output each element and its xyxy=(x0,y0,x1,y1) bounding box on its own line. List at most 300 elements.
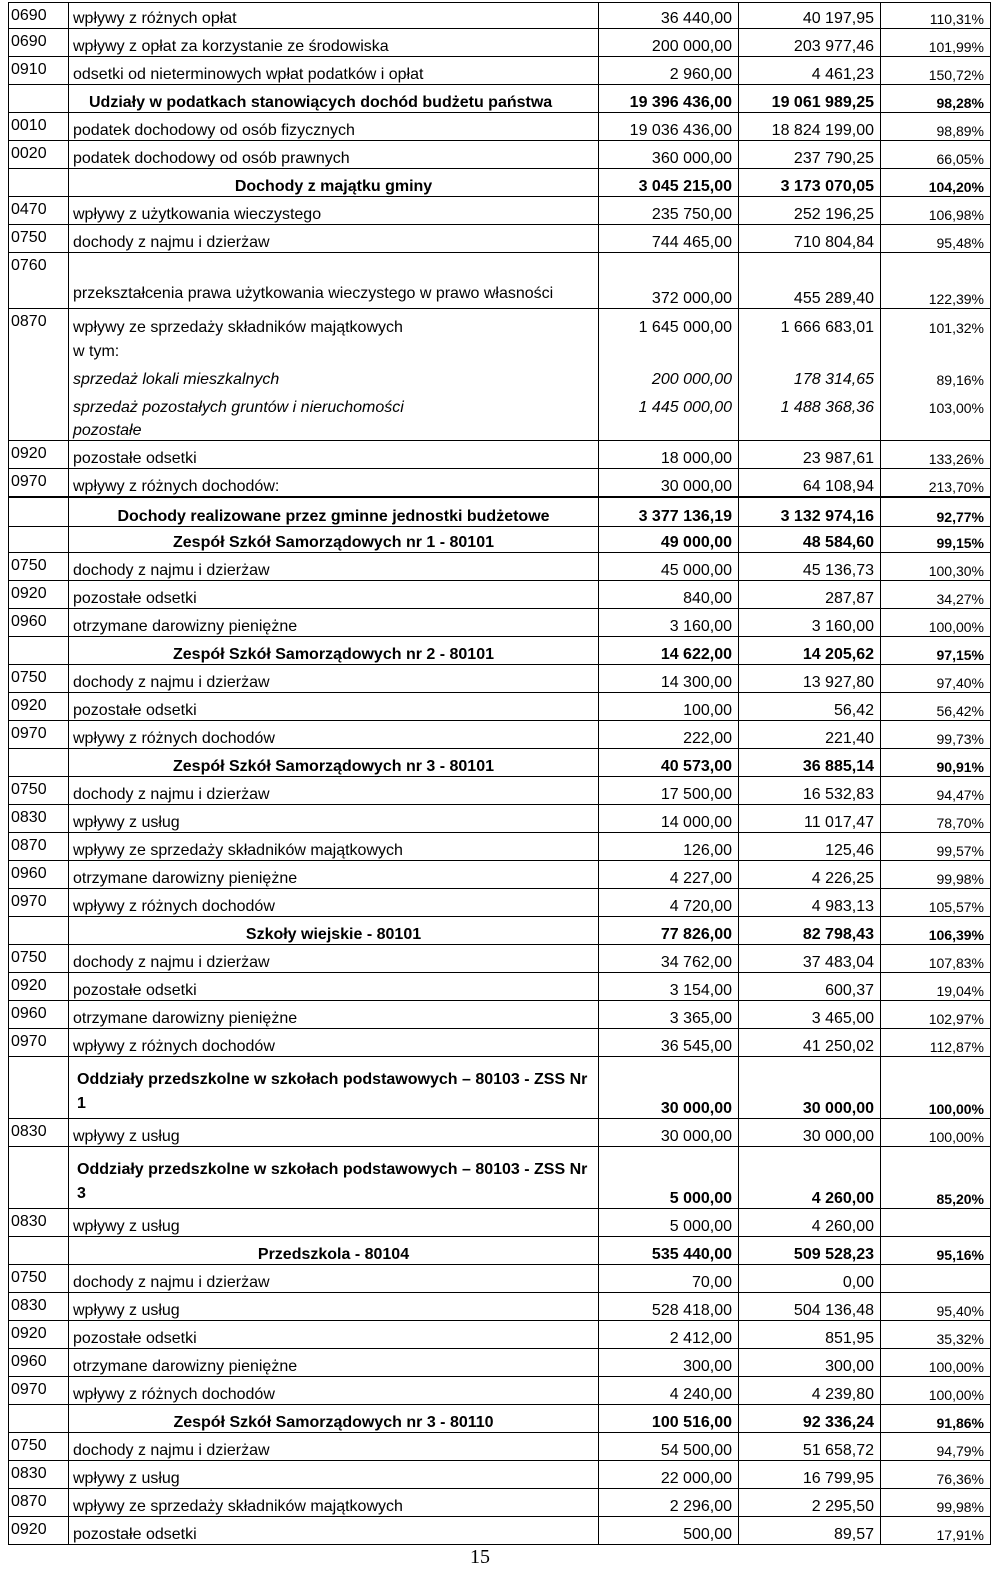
row-plan-value: 1 645 000,00 xyxy=(599,309,739,337)
row-name: wpływy z usług xyxy=(69,1209,599,1237)
row-plan-value: 54 500,00 xyxy=(599,1433,739,1461)
row-name: Szkoły wiejskie - 80101 xyxy=(69,917,599,945)
row-name: wpływy z usług xyxy=(69,1293,599,1321)
row-plan-value: 840,00 xyxy=(599,581,739,609)
row-executed-value: 300,00 xyxy=(739,1349,881,1377)
table-row xyxy=(9,1119,991,1147)
row-executed-value: 30 000,00 xyxy=(739,1057,881,1119)
row-name: wpływy ze sprzedaży składników majątkowych xyxy=(69,833,599,861)
row-code xyxy=(9,527,69,553)
table-row xyxy=(9,1405,991,1433)
table-row xyxy=(9,1147,991,1209)
row-code: 0750 xyxy=(9,225,69,253)
row-name: otrzymane darowizny pieniężne xyxy=(69,861,599,889)
row-name: przekształcenia prawa użytkowania wieczystego w prawo własności xyxy=(69,253,599,309)
row-executed-value: 203 977,46 xyxy=(739,29,881,57)
table-row xyxy=(9,113,991,141)
row-plan-value: 34 762,00 xyxy=(599,945,739,973)
row-name: otrzymane darowizny pieniężne xyxy=(69,1349,599,1377)
row-name: dochody z najmu i dzierżaw xyxy=(69,945,599,973)
row-percent: 213,70% xyxy=(881,469,991,497)
row-code xyxy=(9,417,69,441)
row-percent: 99,98% xyxy=(881,1489,991,1517)
row-percent: 103,00% xyxy=(881,389,991,417)
row-name: pozostałe odsetki xyxy=(69,441,599,469)
row-plan-value: 70,00 xyxy=(599,1265,739,1293)
row-name: dochody z najmu i dzierżaw xyxy=(69,1265,599,1293)
row-executed-value: 40 197,95 xyxy=(739,3,881,29)
row-percent: 89,16% xyxy=(881,361,991,389)
row-executed-value: 30 000,00 xyxy=(739,1119,881,1147)
row-name: Oddziały przedszkolne w szkołach podstawowych – 80103 - ZSS Nr 3 xyxy=(69,1147,599,1209)
row-name: dochody z najmu i dzierżaw xyxy=(69,1433,599,1461)
row-code: 0960 xyxy=(9,1349,69,1377)
table-row xyxy=(9,441,991,469)
row-executed-value: 92 336,24 xyxy=(739,1405,881,1433)
row-executed-value xyxy=(739,417,881,441)
row-executed-value: 237 790,25 xyxy=(739,141,881,169)
row-plan-value: 19 036 436,00 xyxy=(599,113,739,141)
row-code: 0920 xyxy=(9,581,69,609)
row-code: 0970 xyxy=(9,721,69,749)
row-executed-value: 4 239,80 xyxy=(739,1377,881,1405)
row-name: podatek dochodowy od osób prawnych xyxy=(69,141,599,169)
row-percent: 100,00% xyxy=(881,1377,991,1405)
row-name: Zespół Szkół Samorządowych nr 3 - 80110 xyxy=(69,1405,599,1433)
row-name: wpływy ze sprzedaży składników majątkowych xyxy=(69,309,599,337)
table-row xyxy=(9,1461,991,1489)
row-plan-value xyxy=(599,337,739,361)
row-plan-value: 500,00 xyxy=(599,1517,739,1545)
row-code: 0690 xyxy=(9,3,69,29)
row-percent: 133,26% xyxy=(881,441,991,469)
row-code: 0750 xyxy=(9,945,69,973)
row-name: wpływy z różnych dochodów xyxy=(69,1029,599,1057)
row-executed-value: 4 260,00 xyxy=(739,1147,881,1209)
row-name: otrzymane darowizny pieniężne xyxy=(69,1001,599,1029)
row-plan-value: 100 516,00 xyxy=(599,1405,739,1433)
row-name: dochody z najmu i dzierżaw xyxy=(69,553,599,581)
row-name: w tym: xyxy=(69,337,599,361)
row-executed-value: 45 136,73 xyxy=(739,553,881,581)
row-name: dochody z najmu i dzierżaw xyxy=(69,777,599,805)
row-name: pozostałe odsetki xyxy=(69,1321,599,1349)
row-executed-value: 4 260,00 xyxy=(739,1209,881,1237)
row-plan-value: 18 000,00 xyxy=(599,441,739,469)
table-row xyxy=(9,637,991,665)
table-row xyxy=(9,889,991,917)
row-name: wpływy z różnych opłat xyxy=(69,3,599,29)
revenue-table xyxy=(8,2,991,1545)
row-code: 0970 xyxy=(9,469,69,497)
row-code: 0970 xyxy=(9,889,69,917)
row-plan-value: 200 000,00 xyxy=(599,361,739,389)
table-row xyxy=(9,337,991,361)
table-row xyxy=(9,749,991,777)
row-plan-value: 4 720,00 xyxy=(599,889,739,917)
row-plan-value: 77 826,00 xyxy=(599,917,739,945)
row-percent: 85,20% xyxy=(881,1147,991,1209)
row-plan-value: 14 622,00 xyxy=(599,637,739,665)
row-executed-value: 178 314,65 xyxy=(739,361,881,389)
table-row xyxy=(9,833,991,861)
row-percent: 106,98% xyxy=(881,197,991,225)
row-executed-value: 51 658,72 xyxy=(739,1433,881,1461)
row-percent: 95,48% xyxy=(881,225,991,253)
row-name: pozostałe odsetki xyxy=(69,1517,599,1545)
table-row xyxy=(9,1237,991,1265)
row-code: 0830 xyxy=(9,1293,69,1321)
row-code: 0750 xyxy=(9,1265,69,1293)
table-row xyxy=(9,1377,991,1405)
row-code xyxy=(9,337,69,361)
row-percent: 104,20% xyxy=(881,169,991,197)
row-name: pozostałe xyxy=(69,417,599,441)
row-plan-value: 3 160,00 xyxy=(599,609,739,637)
row-plan-value: 535 440,00 xyxy=(599,1237,739,1265)
row-plan-value: 5 000,00 xyxy=(599,1209,739,1237)
row-percent: 102,97% xyxy=(881,1001,991,1029)
row-plan-value: 235 750,00 xyxy=(599,197,739,225)
row-code: 0910 xyxy=(9,57,69,85)
row-name: wpływy z różnych dochodów xyxy=(69,721,599,749)
row-name: wpływy z różnych dochodów xyxy=(69,889,599,917)
row-percent: 99,73% xyxy=(881,721,991,749)
table-row xyxy=(9,917,991,945)
row-executed-value: 18 824 199,00 xyxy=(739,113,881,141)
row-code: 0020 xyxy=(9,141,69,169)
row-percent: 92,77% xyxy=(881,497,991,527)
row-executed-value: 3 173 070,05 xyxy=(739,169,881,197)
row-executed-value: 23 987,61 xyxy=(739,441,881,469)
row-percent: 97,40% xyxy=(881,665,991,693)
row-plan-value: 5 000,00 xyxy=(599,1147,739,1209)
row-percent: 35,32% xyxy=(881,1321,991,1349)
row-executed-value: 0,00 xyxy=(739,1265,881,1293)
row-executed-value: 4 983,13 xyxy=(739,889,881,917)
row-code: 0750 xyxy=(9,665,69,693)
row-plan-value: 126,00 xyxy=(599,833,739,861)
row-percent: 110,31% xyxy=(881,3,991,29)
row-code xyxy=(9,637,69,665)
row-percent: 101,32% xyxy=(881,309,991,337)
row-code: 0960 xyxy=(9,1001,69,1029)
table-row xyxy=(9,1029,991,1057)
table-row xyxy=(9,527,991,553)
row-percent: 19,04% xyxy=(881,973,991,1001)
row-code: 0830 xyxy=(9,1209,69,1237)
row-code: 0920 xyxy=(9,1517,69,1545)
row-name: Dochody realizowane przez gminne jednostki budżetowe xyxy=(69,497,599,527)
row-plan-value: 360 000,00 xyxy=(599,141,739,169)
row-percent: 90,91% xyxy=(881,749,991,777)
table-row xyxy=(9,309,991,337)
row-plan-value: 3 045 215,00 xyxy=(599,169,739,197)
table-row xyxy=(9,1293,991,1321)
row-plan-value: 2 412,00 xyxy=(599,1321,739,1349)
revenue-table-body xyxy=(9,3,991,1545)
row-plan-value: 40 573,00 xyxy=(599,749,739,777)
table-row xyxy=(9,553,991,581)
row-executed-value: 2 295,50 xyxy=(739,1489,881,1517)
row-plan-value: 4 240,00 xyxy=(599,1377,739,1405)
row-name: dochody z najmu i dzierżaw xyxy=(69,225,599,253)
row-executed-value xyxy=(739,337,881,361)
row-code: 0750 xyxy=(9,553,69,581)
row-name: wpływy z różnych dochodów xyxy=(69,1377,599,1405)
row-name: podatek dochodowy od osób fizycznych xyxy=(69,113,599,141)
row-code: 0970 xyxy=(9,1377,69,1405)
row-code xyxy=(9,1147,69,1209)
row-percent: 100,00% xyxy=(881,1057,991,1119)
table-row xyxy=(9,1349,991,1377)
row-plan-value: 17 500,00 xyxy=(599,777,739,805)
row-executed-value: 37 483,04 xyxy=(739,945,881,973)
row-percent: 98,89% xyxy=(881,113,991,141)
row-executed-value: 455 289,40 xyxy=(739,253,881,309)
row-executed-value: 1 666 683,01 xyxy=(739,309,881,337)
row-executed-value: 125,46 xyxy=(739,833,881,861)
row-percent xyxy=(881,1209,991,1237)
row-name: Zespół Szkół Samorządowych nr 2 - 80101 xyxy=(69,637,599,665)
row-plan-value: 30 000,00 xyxy=(599,469,739,497)
row-code xyxy=(9,497,69,527)
row-code: 0830 xyxy=(9,805,69,833)
row-plan-value: 528 418,00 xyxy=(599,1293,739,1321)
row-name: wpływy z użytkowania wieczystego xyxy=(69,197,599,225)
row-executed-value: 4 226,25 xyxy=(739,861,881,889)
table-row xyxy=(9,389,991,417)
table-row xyxy=(9,1001,991,1029)
row-plan-value: 100,00 xyxy=(599,693,739,721)
table-row xyxy=(9,197,991,225)
row-percent: 99,98% xyxy=(881,861,991,889)
row-percent: 17,91% xyxy=(881,1517,991,1545)
row-executed-value: 710 804,84 xyxy=(739,225,881,253)
row-code xyxy=(9,169,69,197)
row-executed-value: 1 488 368,36 xyxy=(739,389,881,417)
row-executed-value: 16 799,95 xyxy=(739,1461,881,1489)
row-executed-value: 16 532,83 xyxy=(739,777,881,805)
row-executed-value: 851,95 xyxy=(739,1321,881,1349)
row-plan-value: 1 445 000,00 xyxy=(599,389,739,417)
row-code: 0920 xyxy=(9,973,69,1001)
row-executed-value: 41 250,02 xyxy=(739,1029,881,1057)
row-plan-value: 22 000,00 xyxy=(599,1461,739,1489)
table-row xyxy=(9,1209,991,1237)
row-plan-value xyxy=(599,417,739,441)
row-plan-value: 2 960,00 xyxy=(599,57,739,85)
row-code: 0470 xyxy=(9,197,69,225)
row-code: 0010 xyxy=(9,113,69,141)
row-percent: 100,00% xyxy=(881,1119,991,1147)
table-row xyxy=(9,805,991,833)
row-executed-value: 13 927,80 xyxy=(739,665,881,693)
table-row xyxy=(9,253,991,309)
row-percent: 105,57% xyxy=(881,889,991,917)
row-executed-value: 19 061 989,25 xyxy=(739,85,881,113)
table-row xyxy=(9,417,991,441)
table-row xyxy=(9,1321,991,1349)
row-percent: 106,39% xyxy=(881,917,991,945)
row-code xyxy=(9,389,69,417)
row-code xyxy=(9,1057,69,1119)
table-row xyxy=(9,57,991,85)
row-executed-value: 221,40 xyxy=(739,721,881,749)
row-code: 0830 xyxy=(9,1461,69,1489)
table-row xyxy=(9,29,991,57)
row-code: 0870 xyxy=(9,1489,69,1517)
row-percent: 91,86% xyxy=(881,1405,991,1433)
row-plan-value: 222,00 xyxy=(599,721,739,749)
row-executed-value: 509 528,23 xyxy=(739,1237,881,1265)
row-plan-value: 300,00 xyxy=(599,1349,739,1377)
row-plan-value: 36 440,00 xyxy=(599,3,739,29)
row-percent: 34,27% xyxy=(881,581,991,609)
table-row xyxy=(9,497,991,527)
row-percent: 78,70% xyxy=(881,805,991,833)
row-name: odsetki od nieterminowych wpłat podatków i opłat xyxy=(69,57,599,85)
row-executed-value: 3 160,00 xyxy=(739,609,881,637)
row-executed-value: 504 136,48 xyxy=(739,1293,881,1321)
row-name: wpływy z usług xyxy=(69,1119,599,1147)
table-row xyxy=(9,1265,991,1293)
row-name: Oddziały przedszkolne w szkołach podstawowych – 80103 - ZSS Nr 1 xyxy=(69,1057,599,1119)
table-row xyxy=(9,169,991,197)
row-code: 0690 xyxy=(9,29,69,57)
row-percent xyxy=(881,1265,991,1293)
row-name: pozostałe odsetki xyxy=(69,693,599,721)
row-plan-value: 19 396 436,00 xyxy=(599,85,739,113)
row-name: dochody z najmu i dzierżaw xyxy=(69,665,599,693)
row-plan-value: 3 365,00 xyxy=(599,1001,739,1029)
row-code xyxy=(9,917,69,945)
row-executed-value: 3 465,00 xyxy=(739,1001,881,1029)
row-name: sprzedaż pozostałych gruntów i nieruchomości xyxy=(69,389,599,417)
row-plan-value: 744 465,00 xyxy=(599,225,739,253)
row-executed-value: 56,42 xyxy=(739,693,881,721)
table-row xyxy=(9,1489,991,1517)
row-executed-value: 287,87 xyxy=(739,581,881,609)
row-percent xyxy=(881,337,991,361)
row-code: 0920 xyxy=(9,441,69,469)
row-executed-value: 252 196,25 xyxy=(739,197,881,225)
row-plan-value: 372 000,00 xyxy=(599,253,739,309)
row-percent: 99,57% xyxy=(881,833,991,861)
row-code xyxy=(9,1405,69,1433)
row-code xyxy=(9,749,69,777)
row-name: pozostałe odsetki xyxy=(69,973,599,1001)
row-executed-value: 11 017,47 xyxy=(739,805,881,833)
row-code: 0920 xyxy=(9,693,69,721)
row-executed-value: 4 461,23 xyxy=(739,57,881,85)
row-percent: 150,72% xyxy=(881,57,991,85)
row-name: Przedszkola - 80104 xyxy=(69,1237,599,1265)
row-percent: 100,30% xyxy=(881,553,991,581)
table-row xyxy=(9,973,991,1001)
table-row xyxy=(9,945,991,973)
row-plan-value: 49 000,00 xyxy=(599,527,739,553)
table-row xyxy=(9,1057,991,1119)
table-row xyxy=(9,665,991,693)
row-percent: 112,87% xyxy=(881,1029,991,1057)
row-name: pozostałe odsetki xyxy=(69,581,599,609)
row-percent: 66,05% xyxy=(881,141,991,169)
row-plan-value: 14 000,00 xyxy=(599,805,739,833)
row-percent: 100,00% xyxy=(881,609,991,637)
row-executed-value: 64 108,94 xyxy=(739,469,881,497)
row-code: 0750 xyxy=(9,777,69,805)
table-row xyxy=(9,721,991,749)
row-executed-value: 89,57 xyxy=(739,1517,881,1545)
row-code: 0970 xyxy=(9,1029,69,1057)
row-code: 0920 xyxy=(9,1321,69,1349)
row-percent: 94,79% xyxy=(881,1433,991,1461)
row-plan-value: 30 000,00 xyxy=(599,1057,739,1119)
table-row xyxy=(9,693,991,721)
row-executed-value: 48 584,60 xyxy=(739,527,881,553)
table-row xyxy=(9,861,991,889)
table-row xyxy=(9,581,991,609)
row-name: wpływy z opłat za korzystanie ze środowiska xyxy=(69,29,599,57)
row-name: Zespół Szkół Samorządowych nr 1 - 80101 xyxy=(69,527,599,553)
row-name: wpływy z różnych dochodów: xyxy=(69,469,599,497)
row-plan-value: 2 296,00 xyxy=(599,1489,739,1517)
row-percent: 100,00% xyxy=(881,1349,991,1377)
row-executed-value: 82 798,43 xyxy=(739,917,881,945)
table-row xyxy=(9,1517,991,1545)
table-row xyxy=(9,141,991,169)
row-percent xyxy=(881,417,991,441)
row-percent: 97,15% xyxy=(881,637,991,665)
row-percent: 94,47% xyxy=(881,777,991,805)
table-row xyxy=(9,3,991,29)
row-code: 0960 xyxy=(9,861,69,889)
row-code: 0960 xyxy=(9,609,69,637)
table-row xyxy=(9,609,991,637)
row-code: 0870 xyxy=(9,833,69,861)
table-row xyxy=(9,469,991,497)
row-plan-value: 4 227,00 xyxy=(599,861,739,889)
row-name: wpływy z usług xyxy=(69,1461,599,1489)
row-name: Zespół Szkół Samorządowych nr 3 - 80101 xyxy=(69,749,599,777)
row-percent: 122,39% xyxy=(881,253,991,309)
row-percent: 76,36% xyxy=(881,1461,991,1489)
row-percent: 95,16% xyxy=(881,1237,991,1265)
row-name: Udziały w podatkach stanowiących dochód budżetu państwa xyxy=(69,85,599,113)
row-percent: 99,15% xyxy=(881,527,991,553)
row-plan-value: 14 300,00 xyxy=(599,665,739,693)
row-plan-value: 30 000,00 xyxy=(599,1119,739,1147)
row-percent: 107,83% xyxy=(881,945,991,973)
row-code xyxy=(9,1237,69,1265)
row-plan-value: 36 545,00 xyxy=(599,1029,739,1057)
row-percent: 95,40% xyxy=(881,1293,991,1321)
table-row xyxy=(9,1433,991,1461)
row-code xyxy=(9,361,69,389)
row-plan-value: 3 154,00 xyxy=(599,973,739,1001)
row-code: 0750 xyxy=(9,1433,69,1461)
row-name: wpływy ze sprzedaży składników majątkowych xyxy=(69,1489,599,1517)
row-code xyxy=(9,85,69,113)
row-executed-value: 36 885,14 xyxy=(739,749,881,777)
row-code: 0830 xyxy=(9,1119,69,1147)
row-percent: 56,42% xyxy=(881,693,991,721)
row-plan-value: 3 377 136,19 xyxy=(599,497,739,527)
row-name: Dochody z majątku gminy xyxy=(69,169,599,197)
row-percent: 101,99% xyxy=(881,29,991,57)
row-code: 0760 xyxy=(9,253,69,309)
